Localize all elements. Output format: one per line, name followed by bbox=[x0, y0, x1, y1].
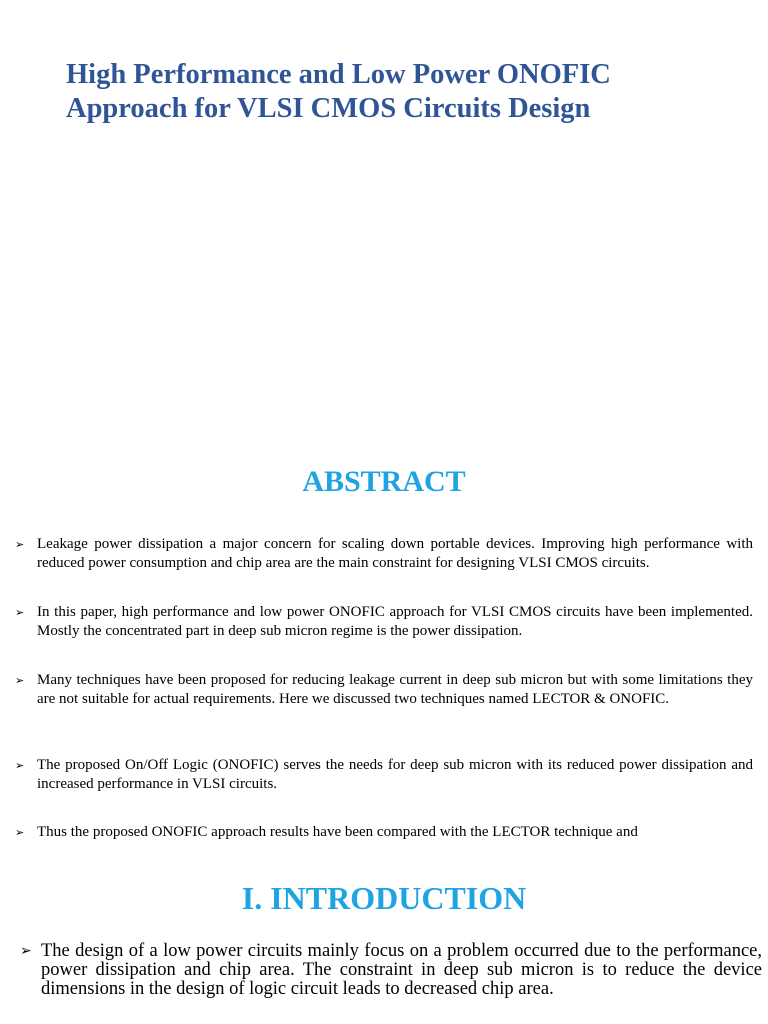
arrow-bullet-icon: ➢ bbox=[15, 674, 25, 687]
arrow-bullet-icon: ➢ bbox=[15, 538, 25, 551]
arrow-bullet-icon: ➢ bbox=[20, 943, 32, 959]
arrow-bullet-icon: ➢ bbox=[15, 606, 25, 619]
abstract-bullet-text: Leakage power dissipation a major concern for scaling down portable devices. Improving high performance with reduced power consumption and chip area are the main constraint for designing VLSI CMOS circuits. bbox=[37, 536, 753, 571]
abstract-bullet-text: Thus the proposed ONOFIC approach results have been compared with the LECTOR technique and bbox=[37, 824, 638, 840]
document-title bbox=[66, 58, 746, 126]
title-line-2: Approach for VLSI CMOS Circuits Design bbox=[66, 93, 591, 124]
arrow-bullet-icon: ➢ bbox=[15, 759, 25, 772]
abstract-heading: ABSTRACT bbox=[302, 465, 466, 498]
abstract-bullet-text: Many techniques have been proposed for reducing leakage current in deep sub micron but with some limitations they are not suitable for actual requirements. Here we discussed two techniques named LECTOR & ONOFIC. bbox=[37, 672, 753, 707]
arrow-bullet-icon: ➢ bbox=[15, 826, 25, 839]
abstract-bullet-text: In this paper, high performance and low power ONOFIC approach for VLSI CMOS circuits have been implemented. Mostly the concentrated part in deep sub micron regime is the power dissipation. bbox=[37, 604, 753, 639]
title-line-1: High Performance and Low Power ONOFIC bbox=[66, 59, 611, 90]
introduction-heading: I. INTRODUCTION bbox=[241, 880, 527, 916]
introduction-bullet-text: The design of a low power circuits mainly focus on a problem occurred due to the performance, power dissipation and chip area. The constraint in deep sub micron is to reduce the device dimensions in the design of logic circuit leads to decreased chip area. bbox=[41, 941, 762, 999]
abstract-bullet-text: The proposed On/Off Logic (ONOFIC) serves the needs for deep sub micron with its reduced power dissipation and increased performance in VLSI circuits. bbox=[37, 757, 753, 792]
